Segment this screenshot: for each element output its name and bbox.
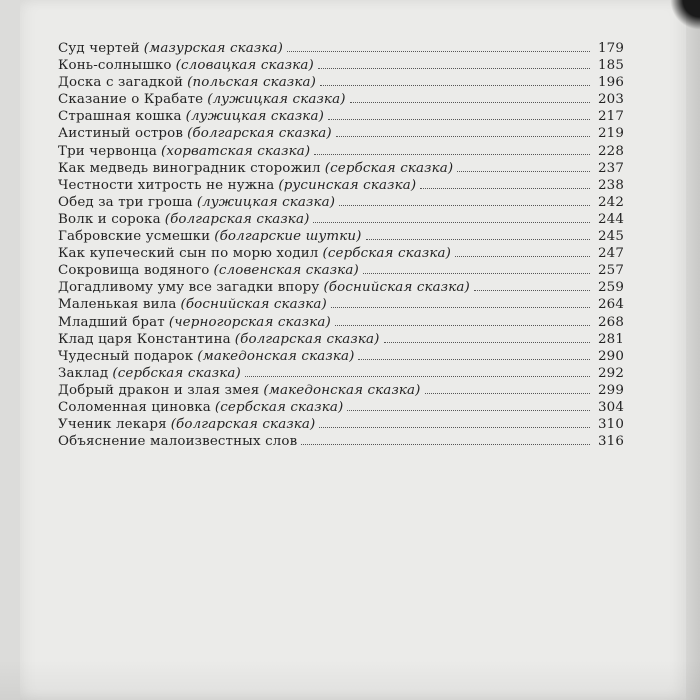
- toc-entry-page-number: 259: [597, 280, 624, 296]
- toc-entry-title-text: Соломенная циновка: [58, 399, 211, 415]
- toc-entry-page-number: 238: [597, 177, 624, 193]
- toc-entry-title: [58, 332, 380, 347]
- toc-entry-page-number: 217: [597, 109, 624, 125]
- toc-entry-title-text: Три червонца: [58, 143, 157, 159]
- toc-entry: [58, 229, 624, 246]
- toc-entry-title: [58, 195, 335, 210]
- toc-entry-title: [58, 246, 451, 261]
- toc-entry-title: [58, 75, 316, 90]
- toc-entry: [58, 161, 624, 178]
- toc-entry-note: (болгарская сказка): [187, 126, 332, 142]
- toc-entry: [58, 417, 624, 434]
- toc-entry: [58, 280, 624, 297]
- toc-entry-page-number: 203: [597, 92, 624, 108]
- toc-entry-page-number: 310: [597, 417, 624, 433]
- toc-entry: [58, 178, 624, 195]
- toc-entry-title: [58, 297, 327, 312]
- dot-leader: [287, 51, 590, 52]
- toc-entry-title: [58, 126, 332, 141]
- dot-leader: [350, 102, 590, 103]
- toc-entry-title: [58, 366, 241, 381]
- toc-entry-title: [58, 92, 346, 107]
- toc-entry: [58, 195, 624, 212]
- toc-entry-note: (русинская сказка): [278, 177, 417, 193]
- toc-entry-title-text: Страшная кошка: [58, 109, 182, 125]
- toc-entry-page-number: 228: [597, 143, 624, 159]
- toc-entry-note: (боснийская сказка): [323, 280, 470, 296]
- toc-entry-note: (македонская сказка): [197, 348, 355, 364]
- toc-entry-page-number: 245: [597, 229, 624, 245]
- toc-entry-page-number: 247: [597, 246, 624, 262]
- toc-entry-title-text: Габровские усмешки: [58, 229, 211, 245]
- toc-entry-title-text: Сокровища водяного: [58, 263, 210, 279]
- toc-entry: [58, 366, 624, 383]
- toc-entry-title-text: Клад царя Константина: [58, 331, 231, 347]
- dot-leader: [363, 273, 590, 274]
- toc-entry-page-number: 244: [597, 211, 624, 227]
- toc-entry: [58, 332, 624, 349]
- toc-entry-note: (лужицкая сказка): [196, 194, 336, 210]
- corner-shadow: [670, 0, 700, 30]
- toc-entry-title-text: Сказание о Крабате: [58, 92, 204, 108]
- toc-entry-note: (черногорская сказка): [168, 314, 331, 330]
- toc-entry-title: [58, 144, 310, 159]
- dot-leader: [313, 222, 590, 223]
- dot-leader: [318, 68, 590, 69]
- toc-entry: [58, 383, 624, 400]
- toc-entry-title: [58, 417, 315, 432]
- toc-entry-page-number: 196: [597, 75, 624, 91]
- toc-entry-title-text: Волк и сорока: [58, 211, 161, 227]
- toc-entry-title-text: Догадливому уму все загадки впору: [58, 280, 320, 296]
- toc-entry-title-text: Чудесный подарок: [58, 348, 194, 364]
- toc-entry-title: [58, 229, 362, 244]
- dot-leader: [301, 444, 590, 445]
- toc-entry-note: (сербская сказка): [324, 160, 454, 176]
- toc-entry-page-number: 299: [597, 382, 624, 398]
- toc-entry-title: [58, 263, 359, 278]
- toc-entry-title: [58, 41, 283, 56]
- toc-entry-note: (болгарская сказка): [164, 211, 310, 227]
- toc-entry-title: [58, 383, 421, 398]
- dot-leader: [474, 290, 590, 291]
- toc-entry-title-text: Младший брат: [58, 314, 165, 330]
- toc-entry-title-text: Объяснение малоизвестных слов: [58, 434, 298, 450]
- toc-entry-title-text: Суд чертей: [58, 41, 140, 56]
- toc-entry-note: (мазурская сказка): [143, 41, 283, 56]
- toc-entry-page-number: 264: [597, 297, 624, 313]
- toc-entry-page-number: 281: [597, 331, 624, 347]
- dot-leader: [358, 359, 590, 360]
- toc-entry-title: [58, 212, 309, 227]
- dot-leader: [347, 410, 590, 411]
- toc-entry-note: (словацкая сказка): [175, 58, 314, 74]
- dot-leader: [314, 154, 590, 155]
- toc-entry: [58, 400, 624, 417]
- toc-entry-title: [58, 434, 297, 449]
- dot-leader: [320, 85, 590, 86]
- toc-entry-title: [58, 400, 343, 415]
- toc-entry-title-text: Конь-солнышко: [58, 58, 172, 74]
- toc-entry: [58, 92, 624, 109]
- dot-leader: [331, 307, 590, 308]
- toc-entry-note: (сербская сказка): [322, 246, 452, 262]
- toc-entry-title-text: Маленькая вила: [58, 297, 177, 313]
- toc-entry-title: [58, 178, 416, 193]
- toc-entry: [58, 263, 624, 280]
- toc-entry: [58, 297, 624, 314]
- toc-entry-note: (польская сказка): [187, 75, 316, 91]
- dot-leader: [335, 325, 590, 326]
- dot-leader: [319, 427, 590, 428]
- toc-entry-title: [58, 58, 314, 73]
- toc-entry-title-text: Аистиный остров: [58, 126, 184, 142]
- toc-entry-page-number: 290: [597, 348, 624, 364]
- toc-entry: [58, 58, 624, 75]
- toc-entry-page-number: 237: [597, 160, 624, 176]
- toc-entry-title-text: Как купеческий сын по морю ходил: [58, 246, 319, 262]
- toc-entry-note: (лужицкая сказка): [207, 92, 346, 108]
- toc-entry-note: (хорватская сказка): [160, 143, 311, 159]
- toc-entry-page-number: 304: [597, 399, 624, 415]
- dot-leader: [366, 239, 590, 240]
- toc-entry-title-text: Заклад: [58, 365, 109, 381]
- toc-entry-note: (боснийская сказка): [180, 297, 327, 313]
- toc-entry: [58, 434, 624, 451]
- dot-leader: [425, 393, 590, 394]
- toc-entry-note: (сербская сказка): [112, 365, 241, 381]
- toc-entry-page-number: 185: [597, 58, 624, 74]
- toc-entry-page-number: 179: [597, 41, 624, 56]
- dot-leader: [339, 205, 590, 206]
- toc-entry: [58, 349, 624, 366]
- toc-entry-title-text: Как медведь виноградник сторожил: [58, 160, 321, 176]
- dot-leader: [384, 342, 590, 343]
- toc-entry-page-number: 268: [597, 314, 624, 330]
- toc-entry-title: [58, 280, 470, 295]
- dot-leader: [328, 119, 590, 120]
- toc-entry-title-text: Доска с загадкой: [58, 75, 184, 91]
- toc-entry: [58, 212, 624, 229]
- toc-entry-title: [58, 315, 331, 330]
- toc-entry: [58, 109, 624, 126]
- toc-entry-page-number: 257: [597, 263, 624, 279]
- page-edge: [686, 0, 700, 700]
- toc-entry: [58, 144, 624, 161]
- toc-entry-title: [58, 109, 324, 124]
- toc-entry-title-text: Честности хитрость не нужна: [58, 177, 275, 193]
- dot-leader: [420, 188, 590, 189]
- toc-entry-page-number: 219: [597, 126, 624, 142]
- toc-entry-note: (болгарские шутки): [214, 229, 362, 245]
- dot-leader: [245, 376, 590, 377]
- toc-entry: [58, 315, 624, 332]
- toc-entry-note: (словенская сказка): [213, 263, 359, 279]
- table-of-contents: [58, 41, 624, 451]
- toc-entry-page-number: 292: [597, 365, 624, 381]
- toc-entry-title-text: Добрый дракон и злая змея: [58, 382, 260, 398]
- dot-leader: [455, 256, 590, 257]
- toc-entry-title: [58, 161, 453, 176]
- toc-entry: [58, 126, 624, 143]
- toc-entry-page-number: 316: [597, 434, 624, 450]
- toc-entry: [58, 75, 624, 92]
- toc-entry-note: (болгарская сказка): [170, 417, 316, 433]
- toc-entry: [58, 41, 624, 58]
- toc-entry-page-number: 242: [597, 194, 624, 210]
- toc-entry: [58, 246, 624, 263]
- toc-entry-note: (лужицкая сказка): [185, 109, 324, 125]
- toc-entry-title-text: Ученик лекаря: [58, 417, 167, 433]
- toc-entry-note: (македонская сказка): [263, 382, 421, 398]
- dot-leader: [457, 171, 590, 172]
- toc-entry-title: [58, 349, 354, 364]
- bottom-shade: [0, 660, 700, 700]
- dot-leader: [336, 136, 590, 137]
- toc-entry-note: (сербская сказка): [214, 399, 344, 415]
- toc-entry-note: (болгарская сказка): [234, 331, 380, 347]
- toc-entry-title-text: Обед за три гроша: [58, 194, 193, 210]
